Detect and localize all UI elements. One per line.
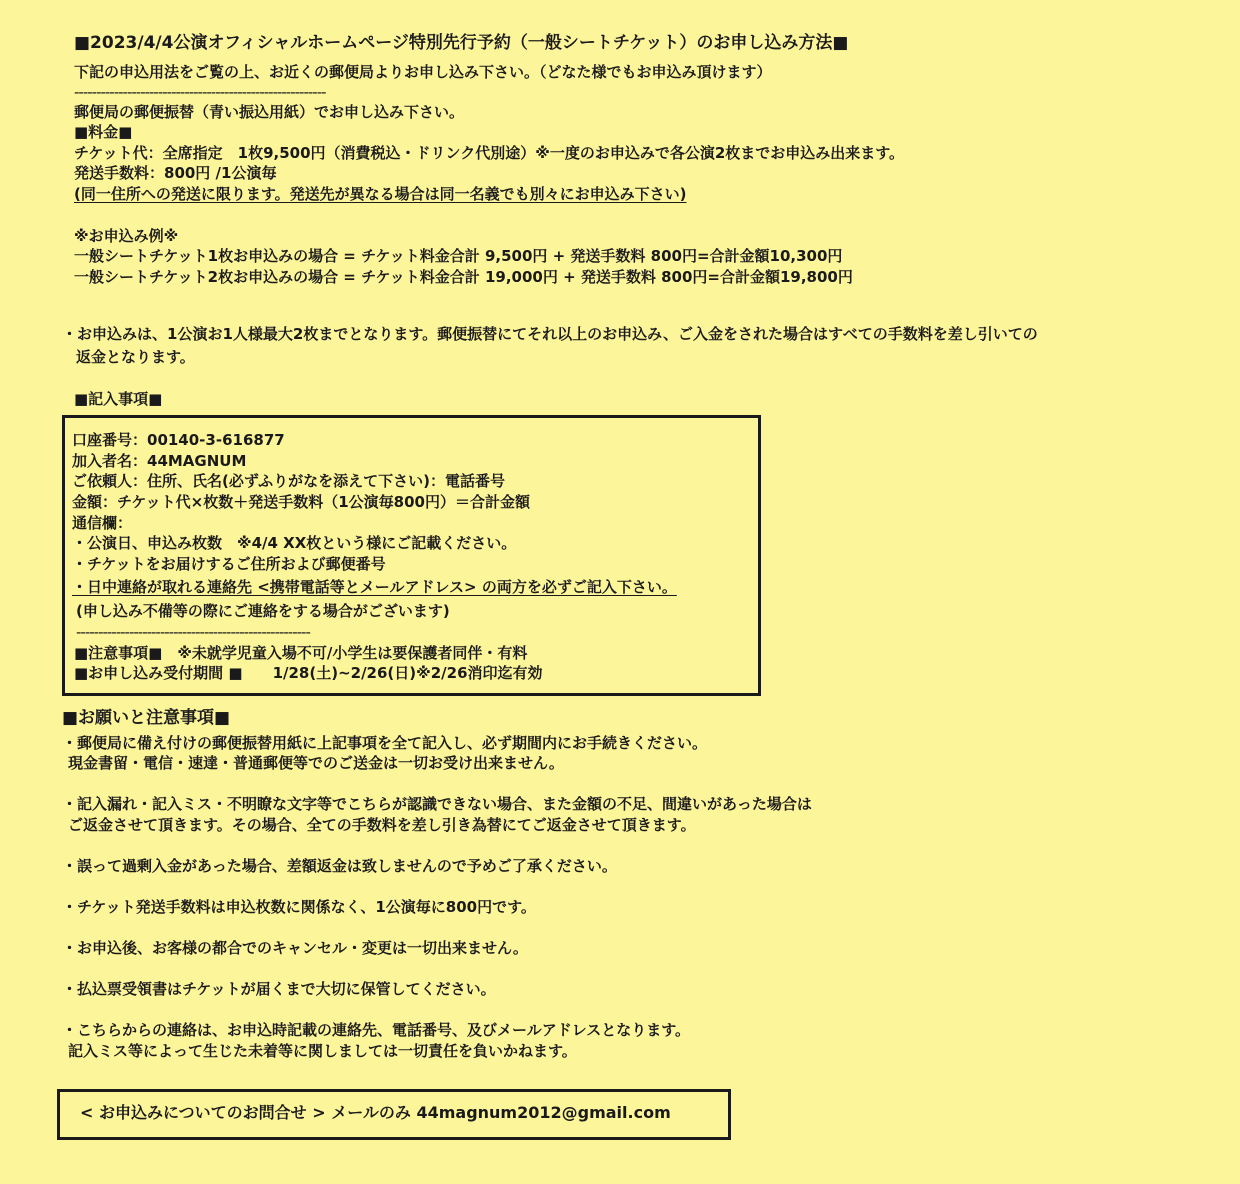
- request-item: ・郵便局に備え付けの郵便振替用紙に上記事項を全て記入し、必ず期間内にお手続きください。: [62, 734, 708, 752]
- request-item: ご返金させて頂きます。その場合、全ての手数料を差し引き為替にてご返金させて頂きます。: [68, 816, 696, 834]
- application-period: ■お申し込み受付期間 ■ 1/28(土)~2/26(日)※2/26消印迄有効: [74, 664, 543, 682]
- request-item: ・お申込後、お客様の都合でのキャンセル・変更は一切出来ません。: [62, 939, 528, 957]
- request-item: 現金書留・電信・速達・普通郵便等でのご送金は一切お受け出来ません。: [68, 754, 564, 772]
- communication-item: (申し込み不備等の際にご連絡をする場合がございます): [76, 602, 450, 620]
- requests-heading: ■お願いと注意事項■: [62, 708, 231, 728]
- communication-item: ・日中連絡が取れる連絡先 <携帯電話等とメールアドレス> の両方を必ずご記入下さい。: [72, 578, 677, 596]
- page-title: ■2023/4/4公演オフィシャルホームページ特別先行予約（一般シートチケット）のお申し込み方法■: [74, 33, 849, 53]
- request-item: ・払込票受領書はチケットが届くまで大切に保管してください。: [62, 980, 496, 998]
- fee-heading: ■料金■: [74, 123, 133, 141]
- communication-item: ・公演日、申込み枚数 ※4/4 XX枚という様にご記載ください。: [72, 534, 517, 552]
- requester-info: ご依頼人：住所、氏名(必ずふりがなを添えて下さい)：電話番号: [72, 472, 505, 490]
- example-1: 一般シートチケット1枚お申込みの場合 = チケット料金合計 9,500円 + 発送手数料 800円=合計金額10,300円: [74, 247, 843, 265]
- communication-label: 通信欄：: [72, 514, 133, 532]
- example-2: 一般シートチケット2枚お申込みの場合 = チケット料金合計 19,000円 + 発送手数料 800円=合計金額19,800円: [74, 268, 853, 286]
- divider: ---------------------------------------------------------: [74, 83, 326, 101]
- account-number: 口座番号：00140-3-616877: [72, 431, 285, 449]
- limit-text-2: 返金となります。: [76, 348, 195, 366]
- intro-text: 下記の申込用法をご覧の上、お近くの郵便局よりお申し込み下さい。（どなた様でもお申込み頂けます）: [74, 63, 772, 81]
- example-heading: ※お申込み例※: [74, 227, 179, 245]
- notice-text: ■注意事項■ ※未就学児童入場不可/小学生は要保護者同伴・有料: [74, 644, 528, 662]
- shipping-note: (同一住所への発送に限ります。発送先が異なる場合は同一名義でも別々にお申込み下さい): [74, 185, 687, 203]
- method-text: 郵便局の郵便振替（青い振込用紙）でお申し込み下さい。: [74, 103, 465, 121]
- entry-heading: ■記入事項■: [74, 390, 163, 408]
- request-item: 記入ミス等によって生じた未着等に関しましては一切責任を負いかねます。: [68, 1042, 577, 1060]
- contact-text: < お申込みについてのお問合せ > メールのみ 44magnum2012@gmail.com: [80, 1103, 671, 1122]
- request-item: ・こちらからの連絡は、お申込時記載の連絡先、電話番号、及びメールアドレスとなります。: [62, 1021, 691, 1039]
- request-item: ・チケット発送手数料は申込枚数に関係なく、1公演毎に800円です。: [62, 898, 536, 916]
- amount-info: 金額：チケット代×枚数＋発送手数料（1公演毎800円）＝合計金額: [72, 493, 530, 511]
- ticket-price: チケット代：全席指定 1枚9,500円（消費税込・ドリンク代別途）※一度のお申込みで各公演2枚までお申込み出来ます。: [74, 144, 905, 162]
- subscriber-name: 加入者名：44MAGNUM: [72, 452, 247, 470]
- limit-text-1: ・お申込みは、1公演お1人様最大2枚までとなります。郵便振替にてそれ以上のお申込み、ご入金をされた場合はすべての手数料を差し引いての: [62, 325, 1038, 343]
- shipping-fee: 発送手数料：800円 /1公演毎: [74, 164, 277, 182]
- divider: -----------------------------------------------------: [76, 623, 310, 641]
- request-item: ・記入漏れ・記入ミス・不明瞭な文字等でこちらが認識できない場合、また金額の不足、間違いがあった場合は: [62, 795, 812, 813]
- request-item: ・誤って過剰入金があった場合、差額返金は致しませんので予めご了承ください。: [62, 857, 617, 875]
- communication-item: ・チケットをお届けするご住所および郵便番号: [72, 555, 386, 573]
